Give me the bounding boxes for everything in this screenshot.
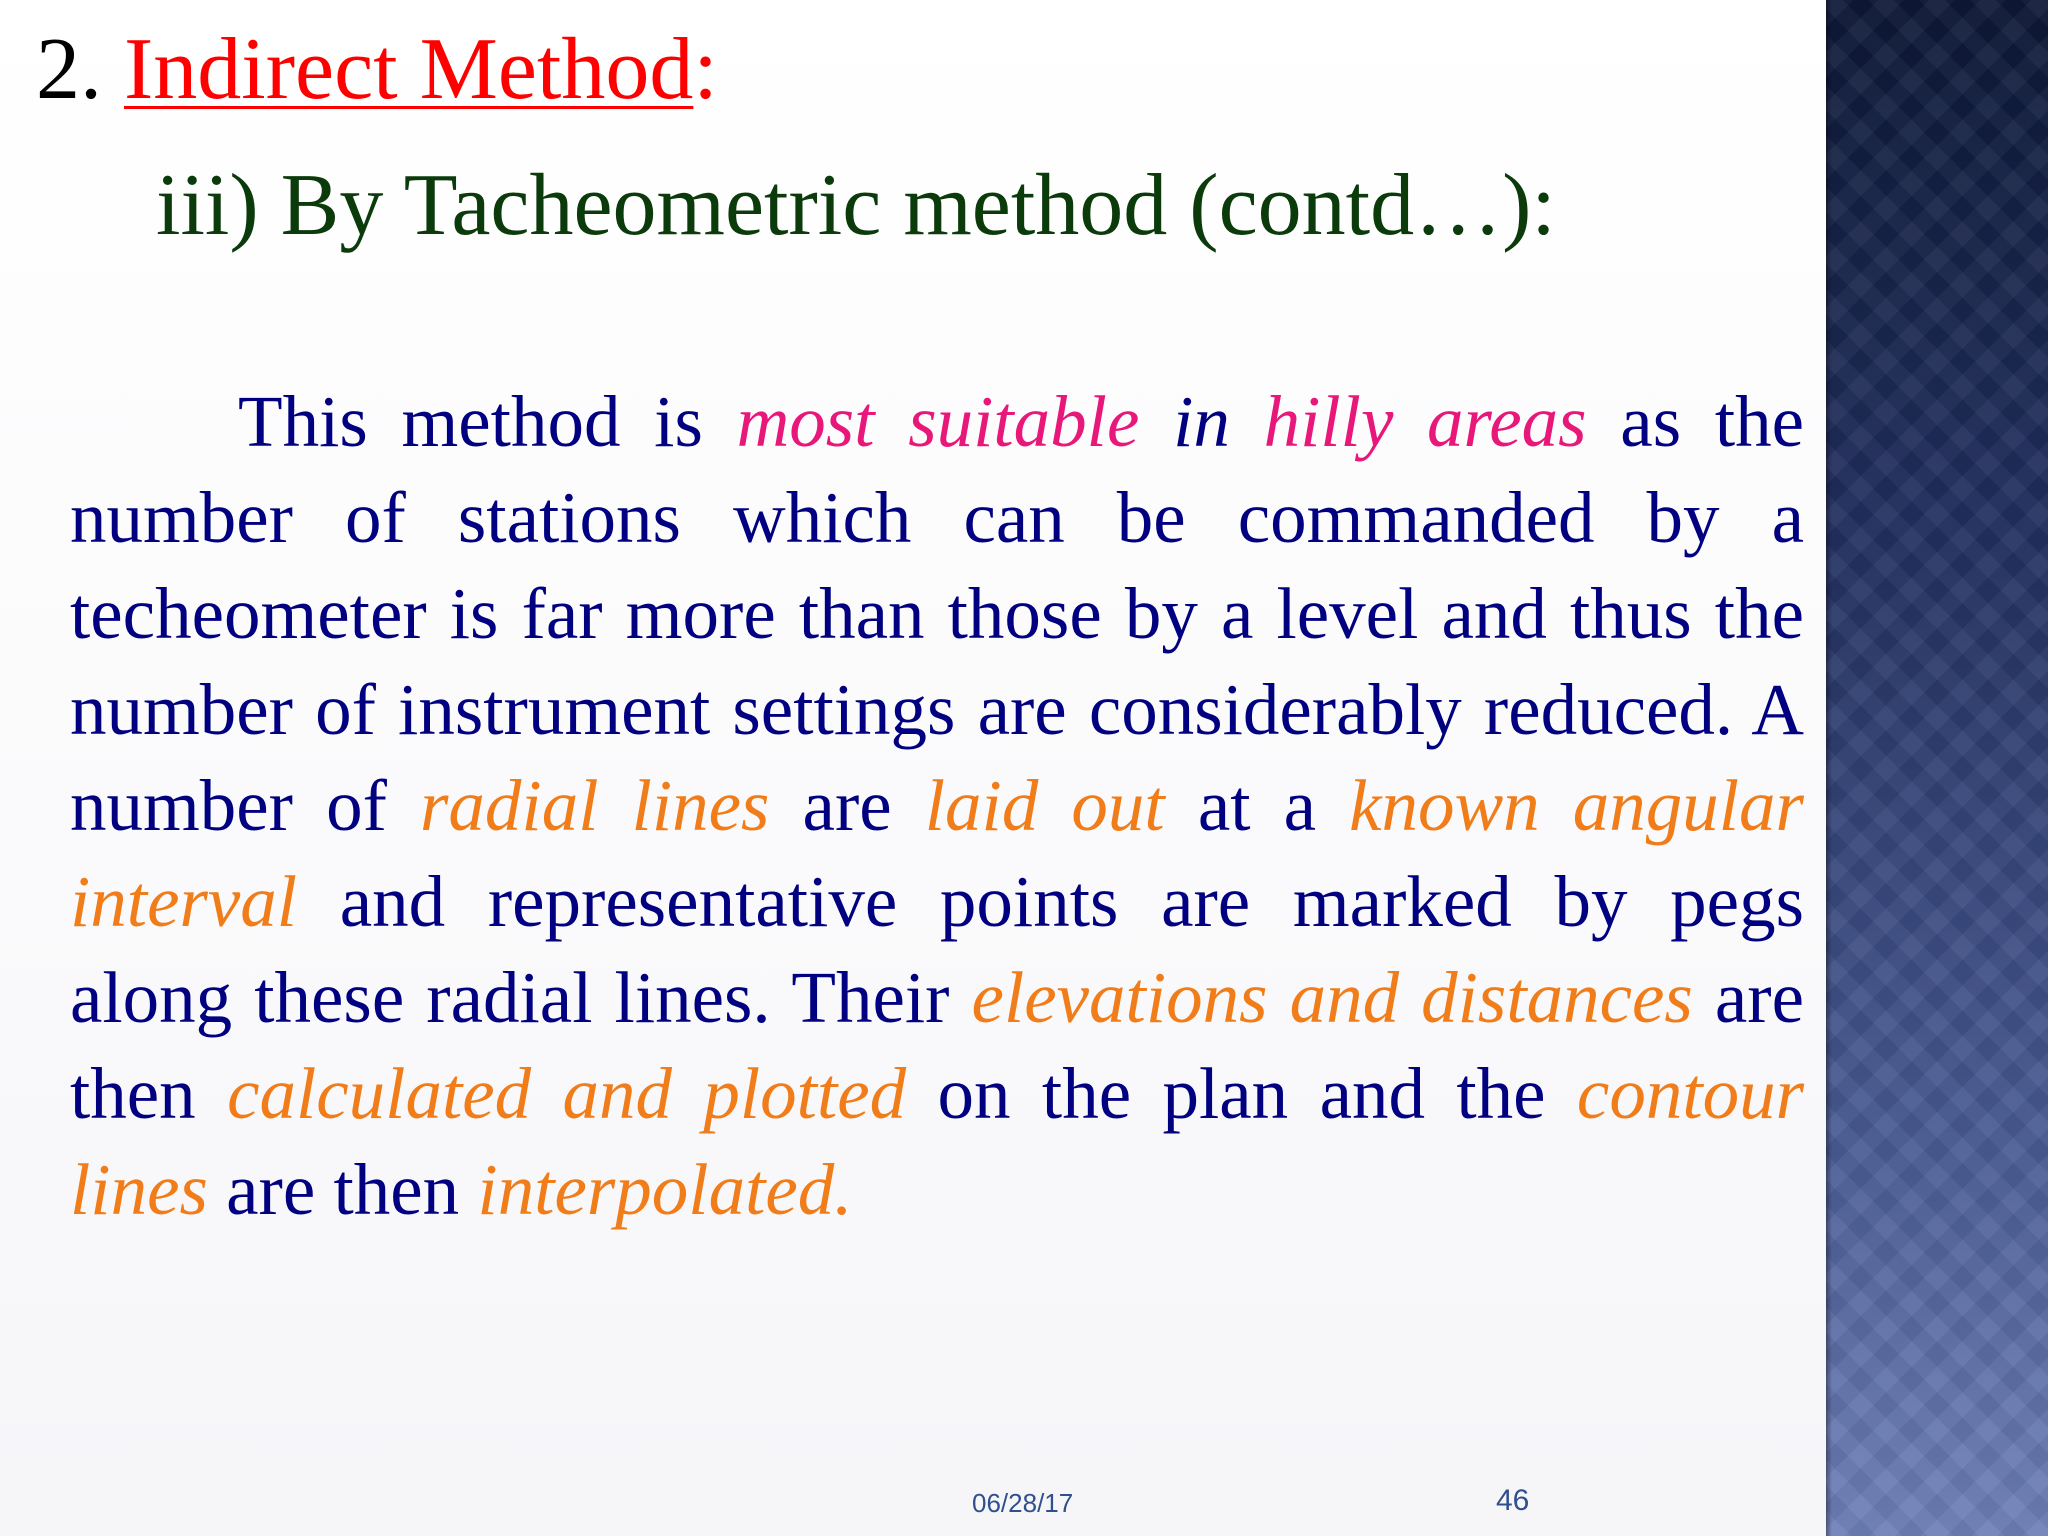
emphasis-calculated-and-plotted: calculated and plotted: [227, 1053, 907, 1134]
emphasis-radial-lines: radial lines: [420, 765, 770, 846]
body-text-segment: as the number of stations which can be commanded by a techeometer is far more than those by a level and thus the number of instrument settings are considerably reduced. A number of: [70, 381, 1804, 846]
footer-page-number: 46: [1496, 1484, 1530, 1517]
emphasis-contour-lines: contour lines: [70, 1053, 1805, 1230]
body-text-segment: are: [769, 765, 925, 846]
emphasis-hilly-areas: hilly areas: [1263, 381, 1587, 462]
emphasis-in: in: [1173, 381, 1230, 462]
body-text-segment: [1230, 381, 1264, 462]
decorative-sidebar: [1826, 0, 2048, 1536]
body-text-segment: on the plan and the: [906, 1053, 1577, 1134]
emphasis-elevations-and-distances: elevations and distances: [971, 957, 1693, 1038]
body-paragraph: [70, 374, 1804, 1238]
body-text-segment: at a: [1164, 765, 1350, 846]
emphasis-known-angular-interval: known angular interval: [70, 765, 1804, 942]
heading-link-indirect-method[interactable]: Indirect Method: [124, 21, 694, 118]
body-text-segment: and representative points are marked by pegs along these radial lines. Their: [70, 861, 1804, 1038]
sidebar-shadow-edge: [1826, 0, 1832, 1536]
slide-subheading: iii) By Tacheometric method (contd…):: [156, 157, 1556, 254]
body-text-segment: are then: [207, 1149, 478, 1230]
emphasis-laid-out: laid out: [924, 765, 1165, 846]
emphasis-interpolated: interpolated.: [477, 1149, 853, 1230]
body-text-segment: [1139, 381, 1173, 462]
footer-date: 06/28/17: [972, 1488, 1074, 1518]
emphasis-most-suitable: most suitable: [736, 381, 1140, 462]
heading-colon: :: [693, 21, 718, 118]
body-text-segment: This method is: [238, 381, 737, 462]
body-text-segment: are then: [70, 957, 1804, 1134]
slide-heading: [36, 22, 718, 119]
heading-number: 2.: [36, 21, 102, 118]
